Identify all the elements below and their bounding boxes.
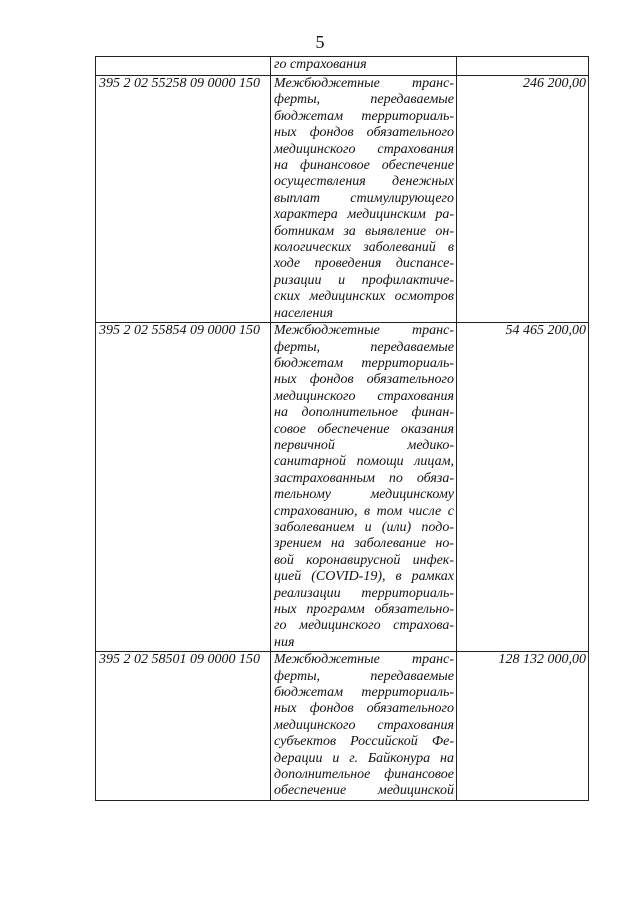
description-line: Межбюджетные транс-	[274, 652, 454, 668]
description-line: санитарной помощи лицам,	[274, 454, 454, 470]
description-line: субъектов Российской Фе-	[274, 734, 454, 750]
description-line: ризации и профилактиче-	[274, 272, 454, 288]
description-line: дерации и г. Байконура на	[274, 750, 454, 766]
description-line: бюджетам территориаль-	[274, 355, 454, 371]
description-line: первичной медико-	[274, 437, 454, 453]
description-line: бюджетам территориаль-	[274, 685, 454, 701]
description-line: ферты, передаваемые	[274, 668, 454, 684]
description-line: тельному медицинскому	[274, 487, 454, 503]
description-line: кологических заболеваний в	[274, 240, 454, 256]
description-line: медицинского страхования	[274, 388, 454, 404]
description-line: заболеванием и (или) подо-	[274, 519, 454, 535]
description-line: го страхования	[274, 57, 367, 72]
description-line: населения	[274, 305, 333, 321]
description-line: характера медицинским ра-	[274, 207, 454, 223]
description-line: цией (COVID-19), в рамках	[274, 569, 454, 585]
description-cell	[271, 57, 457, 76]
description-line: реализации территориаль-	[274, 585, 454, 601]
description-line: ных фондов обязательного	[274, 372, 454, 388]
description-line: застрахованным по обяза-	[274, 470, 454, 486]
description-line: на финансовое обеспечение	[274, 158, 454, 174]
budget-table	[95, 56, 589, 801]
description-line: Межбюджетные транс-	[274, 76, 454, 91]
description-line: ферты, передаваемые	[274, 92, 454, 108]
description-line: го медицинского страхова-	[274, 618, 454, 634]
description-line: ных фондов обязательного	[274, 701, 454, 717]
description-line: обеспечение медицинской	[274, 783, 454, 799]
description-cell	[271, 652, 457, 801]
table-row-continuation	[96, 57, 589, 76]
description-line: осуществления денежных	[274, 174, 454, 190]
budget-code-cell: 395 2 02 55258 09 0000 150	[96, 76, 271, 323]
description-line: дополнительное финансовое	[274, 767, 454, 783]
description-line: медицинского страхования	[274, 717, 454, 733]
description-line: ных фондов обязательного	[274, 125, 454, 141]
budget-code-cell: 395 2 02 58501 09 0000 150	[96, 652, 271, 801]
amount-cell	[457, 57, 589, 76]
description-line: ных программ обязательно-	[274, 602, 454, 617]
description-line: ферты, передаваемые	[274, 339, 454, 355]
budget-code-cell	[96, 57, 271, 76]
description-line: ния	[274, 634, 295, 650]
description-line: медицинского страхования	[274, 141, 454, 157]
description-line: ходе проведения диспансе-	[274, 256, 454, 272]
table-row	[96, 76, 589, 323]
description-line: Межбюджетные транс-	[274, 323, 454, 339]
description-line: зрением на заболевание но-	[274, 536, 454, 552]
description-line: на дополнительное финан-	[274, 405, 454, 421]
description-cell	[271, 76, 457, 323]
amount-cell: 54 465 200,00	[457, 323, 589, 652]
description-line: вой коронавирусной инфек-	[274, 552, 454, 568]
description-line: бюджетам территориаль-	[274, 108, 454, 124]
description-line: страхованию, в том числе с	[274, 503, 454, 519]
amount-cell: 246 200,00	[457, 76, 589, 323]
description-line: выплат стимулирующего	[274, 190, 454, 206]
description-line: ских медицинских осмотров	[274, 289, 454, 305]
description-cell	[271, 323, 457, 652]
table-row	[96, 323, 589, 652]
amount-cell: 128 132 000,00	[457, 652, 589, 801]
description-line: ботникам за выявление он-	[274, 223, 454, 239]
table-row	[96, 652, 589, 801]
page-number: 5	[315, 32, 325, 52]
description-line: совое обеспечение оказания	[274, 421, 454, 437]
budget-code-cell: 395 2 02 55854 09 0000 150	[96, 323, 271, 652]
